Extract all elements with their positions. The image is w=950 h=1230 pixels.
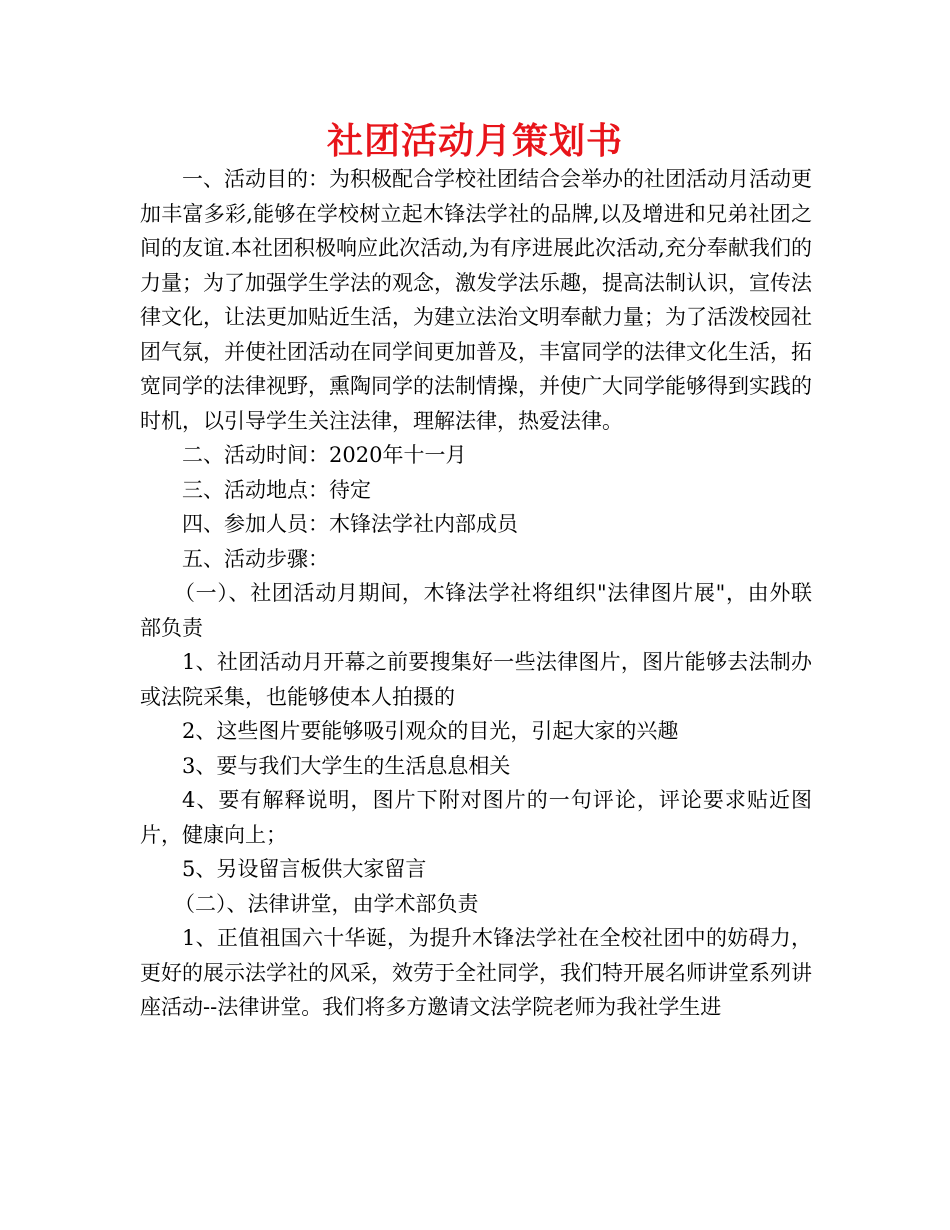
paragraph-item-5: 5、另设留言板供大家留言	[182, 857, 427, 881]
document-body	[140, 162, 812, 1025]
paragraph-lecture-1: 1、正值祖国六十华诞，为提升木锋法学社在全校社团中的妨碍力，更好的展示法学社的风采，效劳于全社同学，我们特开展名师讲堂系列讲座活动--法律讲堂。我们将多方邀请文法学院老师为我社学生进	[140, 926, 812, 1019]
paragraph-time: 二、活动时间：2020年十一月	[182, 443, 467, 467]
paragraph-item-1: 1、社团活动月开幕之前要搜集好一些法律图片，图片能够去法制办或法院采集，也能够使本人拍摄的	[140, 650, 812, 709]
paragraph-purpose: 一、活动目的：为积极配合学校社团结合会举办的社团活动月活动更加丰富多彩,能够在学校树立起木锋法学社的品牌,以及增进和兄弟社团之间的友谊.本社团积极响应此次活动,为有序进展此次活动,充分奉献我们的力量；为了加强学生学法的观念，激发学法乐趣，提高法制认识，宣传法律文化，让法更加贴近生活，为建立法治文明奉献力量；为了活泼校园社团气氛，并使社团活动在同学间更加普及，丰富同学的法律文化生活，拓宽同学的法律视野，熏陶同学的法制情操，并使广大同学能够得到实践的时机，以引导学生关注法律，理解法律，热爱法律。	[140, 167, 812, 433]
paragraph-item-4: 4、要有解释说明，图片下附对图片的一句评论，评论要求贴近图片，健康向上；	[140, 788, 812, 847]
document-title: 社团活动月策划书	[326, 121, 623, 162]
paragraph-section-two: （二）、法律讲堂，由学术部负责	[174, 891, 479, 916]
paragraph-section-one: （一）、社团活动月期间，木锋法学社将组织"法律图片展"，由外联部负责	[140, 581, 812, 640]
paragraph-item-3: 3、要与我们大学生的生活息息相关	[182, 753, 511, 778]
paragraph-participants: 四、参加人员：木锋法学社内部成员	[182, 512, 518, 536]
paragraph-item-2: 2、这些图片要能够吸引观众的目光，引起大家的兴趣	[182, 719, 679, 743]
paragraph-steps-heading: 五、活动步骤：	[182, 546, 329, 571]
paragraph-location: 三、活动地点：待定	[182, 477, 371, 502]
